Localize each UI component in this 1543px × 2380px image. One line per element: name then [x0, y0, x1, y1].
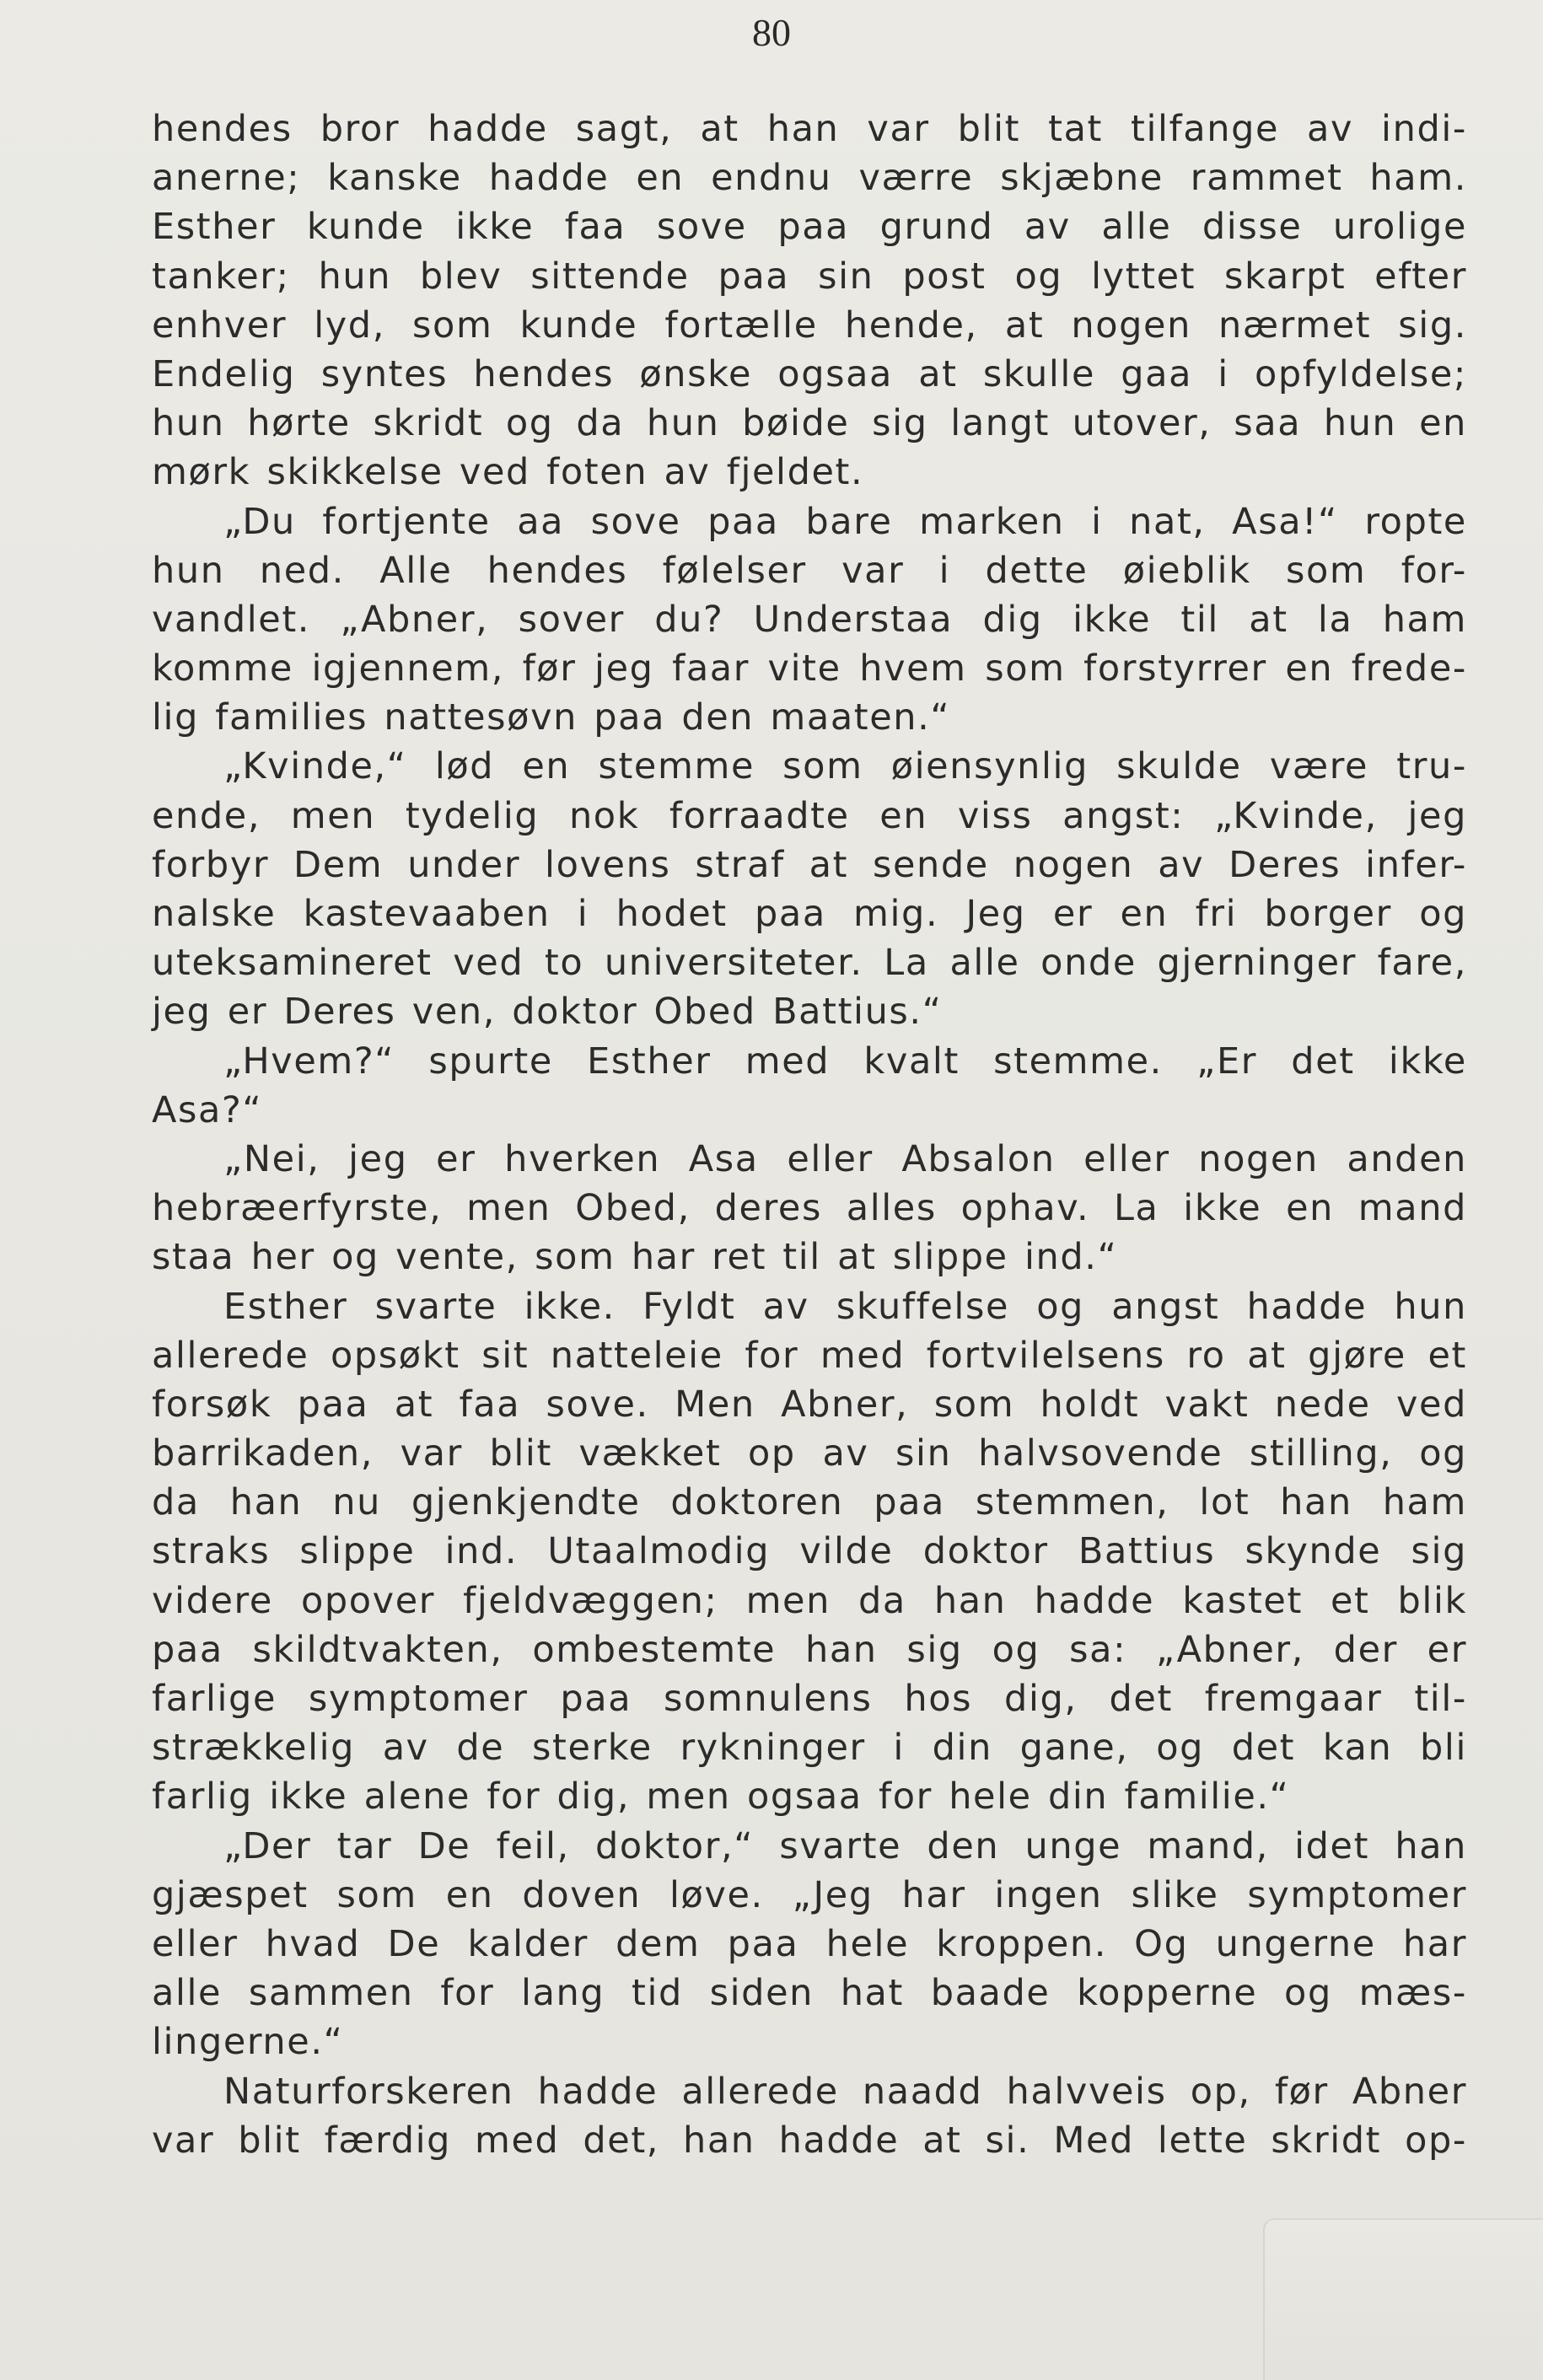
text-line: lingerne.“: [152, 2021, 344, 2064]
text-line: staa her og vente, som har ret til at slippe ind.“: [152, 1236, 1118, 1279]
text-line: forsøk paa at faa sove. Men Abner, som holdt vakt nede ved: [152, 1383, 1467, 1426]
text-line: paa skildtvakten, ombestemte han sig og sa: „Abner, der er: [152, 1628, 1467, 1671]
text-line: alle sammen for lang tid siden hat baade kopperne og mæs-: [152, 1972, 1467, 2015]
text-line: hun hørte skridt og da hun bøide sig langt utover, saa hun en: [152, 402, 1467, 445]
text-line: hun ned. Alle hendes følelser var i dette øieblik som for-: [152, 549, 1467, 592]
text-line: farlige symptomer paa somnulens hos dig, det fremgaar til-: [152, 1678, 1467, 1720]
text-line: tanker; hun blev sittende paa sin post og lyttet skarpt efter: [152, 255, 1467, 298]
text-line: mørk skikkelse ved foten av fjeldet.: [152, 451, 864, 494]
text-line: barrikaden, var blit vækket op av sin halvsovende stilling, og: [152, 1432, 1467, 1475]
body-text: [152, 105, 1467, 2165]
text-line: gjæspet som en doven løve. „Jeg har ingen slike symptomer: [152, 1873, 1467, 1916]
text-line: hebræerfyrste, men Obed, deres alles ophav. La ikke en mand: [152, 1187, 1467, 1230]
text-line: Endelig syntes hendes ønske ogsaa at skulle gaa i opfyldelse;: [152, 352, 1467, 395]
text-line: „Hvem?“ spurte Esther med kvalt stemme. „Er det ikke: [223, 1040, 1467, 1083]
text-line: vandlet. „Abner, sover du? Understaa dig ikke til at la ham: [152, 598, 1467, 641]
text-line: ende, men tydelig nok forraadte en viss angst: „Kvinde, jeg: [152, 794, 1467, 837]
text-line: allerede opsøkt sit natteleie for med fortvilelsens ro at gjøre et: [152, 1334, 1467, 1377]
text-line: anerne; kanske hadde en endnu værre skjæbne rammet ham.: [152, 157, 1467, 200]
text-line: jeg er Deres ven, doktor Obed Battius.“: [152, 991, 943, 1034]
text-line: straks slippe ind. Utaalmodig vilde doktor Battius skynde sig: [152, 1530, 1467, 1573]
text-line: videre opover fjeldvæggen; men da han hadde kastet et blik: [152, 1579, 1467, 1622]
text-line: lig families nattesøvn paa den maaten.“: [152, 696, 951, 739]
page-edge-shadow: [1263, 2218, 1543, 2380]
text-line: eller hvad De kalder dem paa hele kroppen. Og ungerne har: [152, 1922, 1467, 1965]
text-line: hendes bror hadde sagt, at han var blit tat tilfange av indi-: [152, 108, 1467, 150]
text-line: „Du fortjente aa sove paa bare marken i nat, Asa!“ ropte: [223, 500, 1467, 543]
text-line: „Nei, jeg er hverken Asa eller Absalon eller nogen anden: [223, 1137, 1467, 1180]
text-line: var blit færdig med det, han hadde at si. Med lette skridt op-: [152, 2119, 1467, 2162]
text-line: da han nu gjenkjendte doktoren paa stemmen, lot han ham: [152, 1481, 1467, 1524]
text-line: Asa?“: [152, 1088, 263, 1131]
text-line: uteksamineret ved to universiteter. La alle onde gjerninger fare,: [152, 942, 1467, 985]
text-line: Esther kunde ikke faa sove paa grund av alle disse urolige: [152, 206, 1467, 249]
text-line: „Der tar De feil, doktor,“ svarte den unge mand, idet han: [223, 1824, 1467, 1867]
text-line: forbyr Dem under lovens straf at sende nogen av Deres infer-: [152, 843, 1467, 886]
text-line: Esther svarte ikke. Fyldt av skuffelse og angst hadde hun: [223, 1285, 1467, 1328]
text-line: strækkelig av de sterke rykninger i din gane, og det kan bli: [152, 1727, 1467, 1770]
text-line: komme igjennem, før jeg faar vite hvem som forstyrrer en frede-: [152, 647, 1467, 690]
text-line: nalske kastevaaben i hodet paa mig. Jeg er en fri borger og: [152, 893, 1467, 935]
text-line: Naturforskeren hadde allerede naadd halvveis op, før Abner: [223, 2070, 1467, 2113]
text-line: „Kvinde,“ lød en stemme som øiensynlig skulde være tru-: [223, 745, 1467, 788]
text-line: farlig ikke alene for dig, men ogsaa for hele din familie.“: [152, 1776, 1290, 1819]
page-number: 80: [752, 11, 791, 54]
text-line: enhver lyd, som kunde fortælle hende, at nogen nærmet sig.: [152, 304, 1467, 347]
